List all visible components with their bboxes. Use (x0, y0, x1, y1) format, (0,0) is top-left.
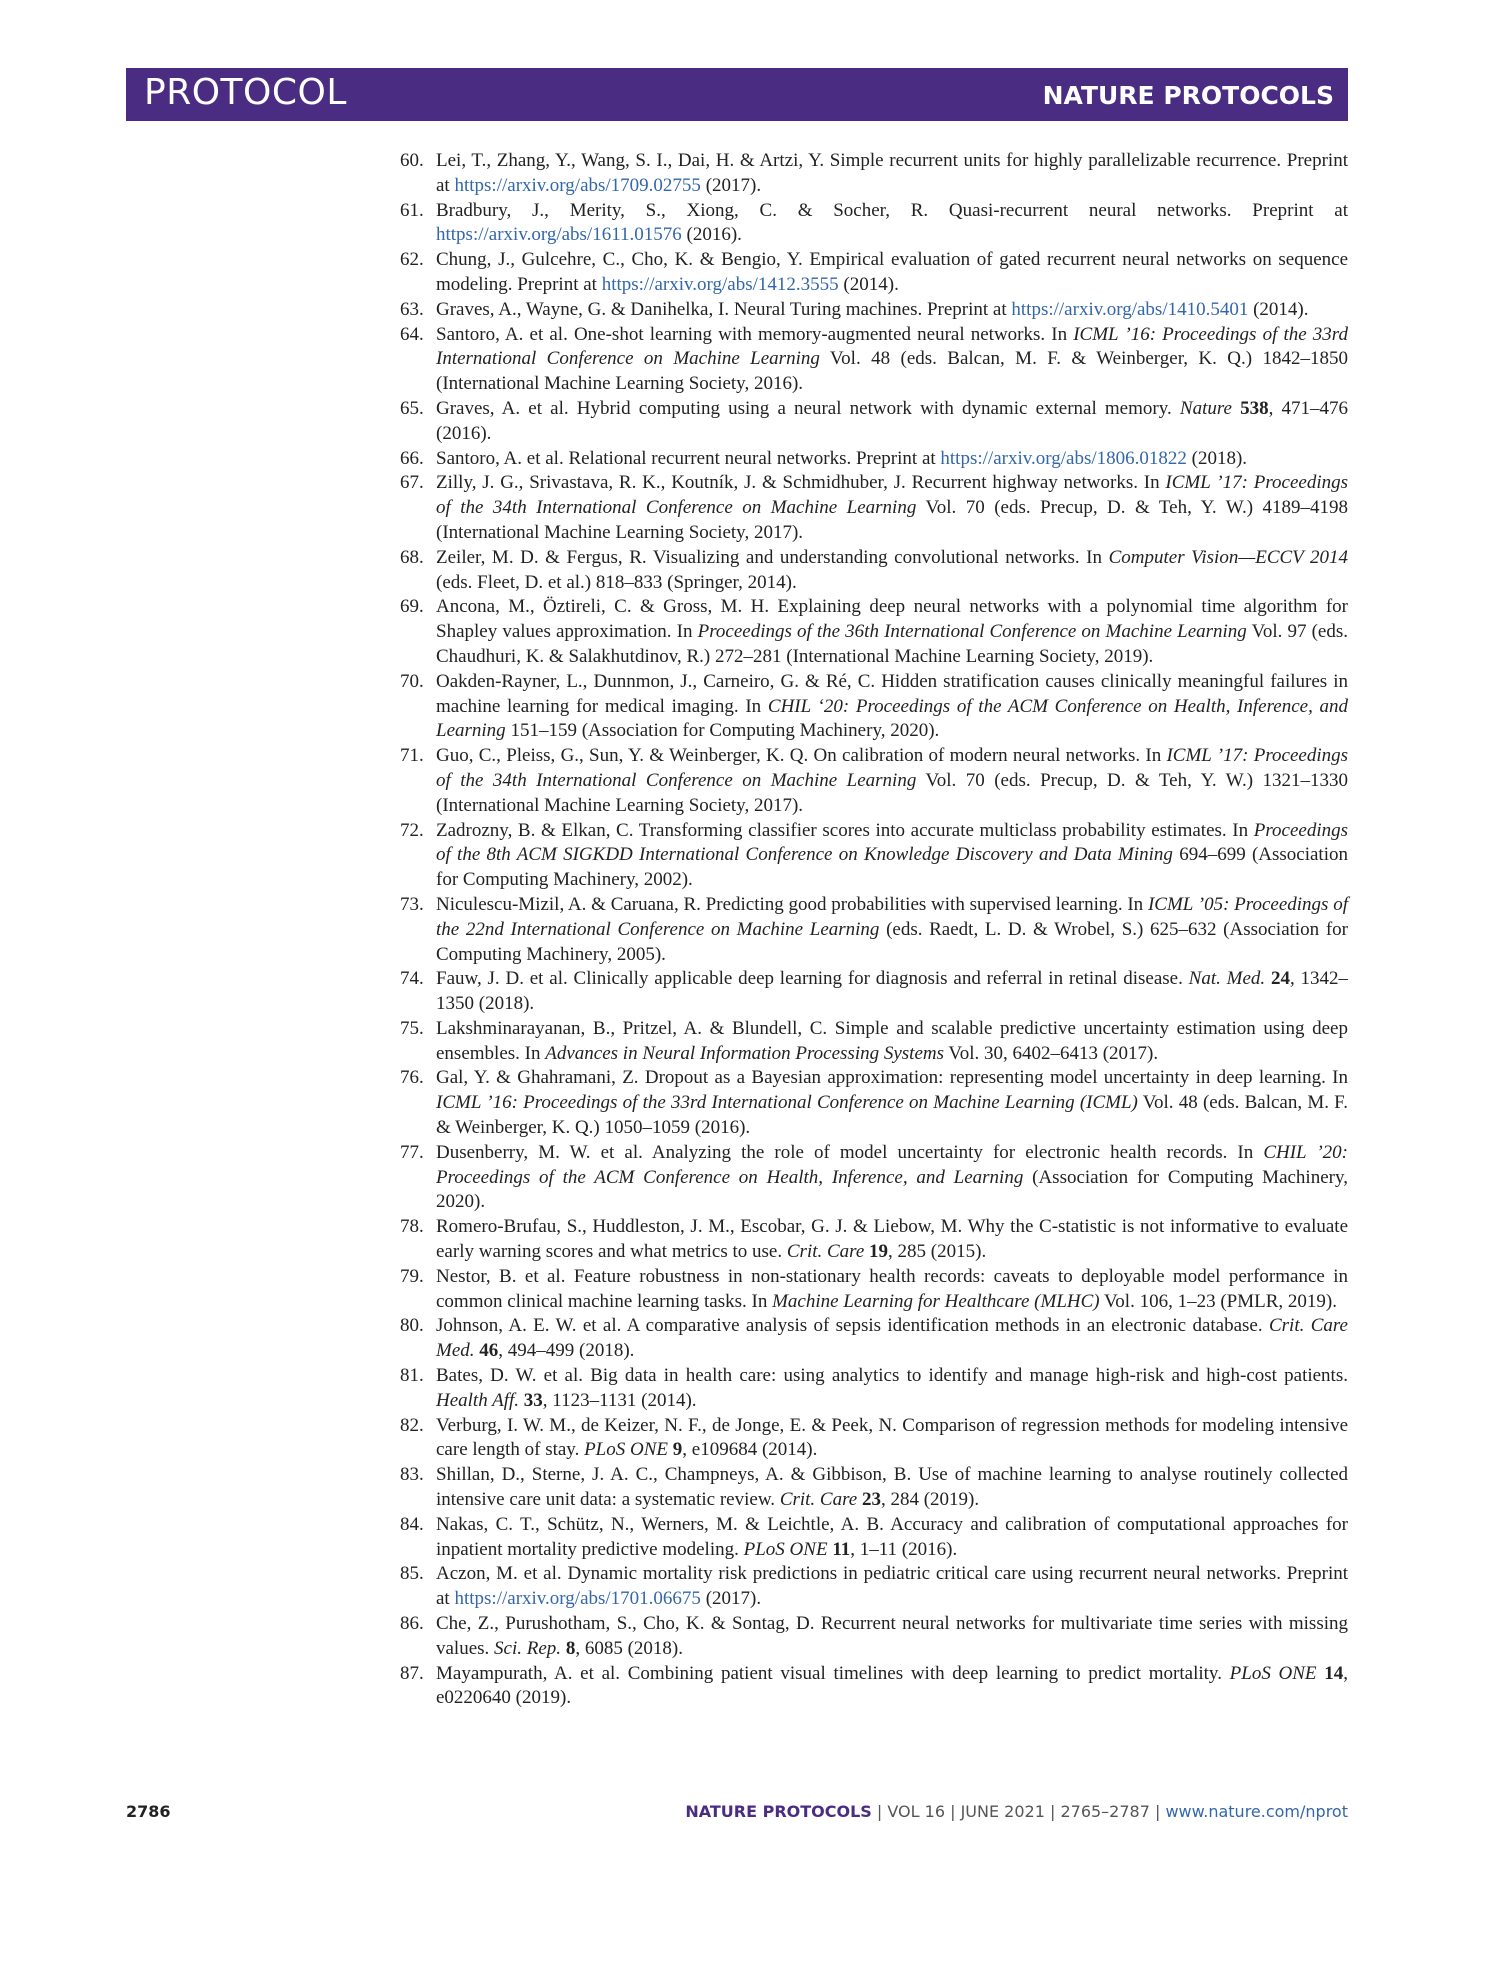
reference-volume: 19 (869, 1241, 889, 1263)
reference-text: Santoro, A. et al. Relational recurrent neural networks. Preprint at (436, 447, 941, 469)
reference-number: 76. (400, 1067, 424, 1089)
reference-source-italic: Computer Vision—ECCV 2014 (1108, 546, 1348, 568)
reference-text: Zadrozny, B. & Elkan, C. Transforming classifier scores into accurate multiclass probability estimates. In (436, 819, 1254, 841)
reference-source-italic: Advances in Neural Information Processing Systems (545, 1042, 945, 1064)
reference-volume: 11 (832, 1538, 851, 1560)
reference-number: 74. (400, 968, 424, 990)
reference-text: , 285 (2015). (888, 1241, 987, 1263)
reference-item (400, 1612, 1348, 1662)
reference-text: , 1342–1350 (2018). (436, 968, 1349, 1015)
reference-number: 73. (400, 893, 424, 915)
reference-text: Romero-Brufau, S., Huddleston, J. M., Escobar, G. J. & Liebow, M. Why the C-statistic is not informative to evaluate early warning scores and what metrics to use. (436, 1216, 1348, 1263)
reference-number: 77. (400, 1141, 424, 1163)
reference-text: Fauw, J. D. et al. Clinically applicable deep learning for diagnosis and referral in retinal disease. (436, 968, 1189, 990)
reference-source-italic: Proceedings of the 36th International Conference on Machine Learning (697, 621, 1247, 643)
reference-number: 72. (400, 819, 424, 841)
reference-text: Vol. 70 (eds. Precup, D. & Teh, Y. W.) 4189–4198 (International Machine Learning Society, 2017). (436, 497, 1349, 543)
reference-item (400, 1364, 1348, 1414)
reference-item (400, 819, 1348, 893)
reference-number: 81. (400, 1365, 424, 1387)
reference-item (400, 471, 1348, 545)
footer-citation: NATURE PROTOCOLS | VOL 16 | JUNE 2021 | 2765–2787 | www.nature.com/nprot (685, 1802, 1348, 1821)
reference-item (400, 893, 1348, 967)
reference-item (400, 397, 1348, 447)
reference-link[interactable]: https://arxiv.org/abs/1709.02755 (454, 174, 701, 196)
reference-text: , 284 (2019). (880, 1489, 980, 1511)
reference-number: 78. (400, 1216, 424, 1238)
reference-source-italic: Machine Learning for Healthcare (MLHC) (772, 1290, 1100, 1312)
reference-number: 75. (400, 1017, 424, 1039)
reference-item (400, 1662, 1348, 1712)
reference-source-italic: Nat. Med. (1188, 968, 1266, 990)
reference-volume: 8 (565, 1637, 576, 1659)
reference-text: (eds. Raedt, L. D. & Wrobel, S.) 625–632 (Association for Computing Machinery, 2005). (436, 918, 1348, 965)
reference-number: 85. (400, 1563, 424, 1585)
reference-source-italic: Proceedings of the 8th ACM SIGKDD International Conference on Knowledge Discovery and Data Mining (436, 819, 1348, 866)
footer-pages: 2765–2787 (1060, 1802, 1150, 1821)
reference-source-italic: Nature (1179, 397, 1232, 419)
reference-link[interactable]: https://arxiv.org/abs/1806.01822 (940, 447, 1187, 469)
reference-number: 87. (400, 1662, 424, 1684)
reference-text: , 1123–1131 (2014). (542, 1389, 697, 1411)
reference-number: 61. (400, 199, 424, 221)
reference-text: Zeiler, M. D. & Fergus, R. Visualizing and understanding convolutional networks. In (436, 546, 1109, 568)
reference-text: , 494–499 (2018). (498, 1340, 635, 1362)
reference-item (400, 149, 1348, 199)
reference-text: Nakas, C. T., Schütz, N., Werners, M. & Leichtle, A. B. Accuracy and calibration of computational approaches for inpatient mortality predictive modeling. (436, 1513, 1348, 1560)
reference-text: Oakden-Rayner, L., Dunnmon, J., Carneiro, G. & Ré, C. Hidden stratification causes clinically meaningful failures in machine learning for medical imaging. In (436, 670, 1348, 717)
reference-volume: 538 (1240, 397, 1269, 419)
reference-volume: 14 (1324, 1662, 1344, 1684)
reference-item (400, 298, 1348, 323)
reference-item (400, 1066, 1348, 1140)
reference-list (400, 149, 1348, 1711)
reference-text: Vol. 106, 1–23 (PMLR, 2019). (1099, 1290, 1337, 1312)
reference-text: Che, Z., Purushotham, S., Cho, K. & Sontag, D. Recurrent neural networks for multivariate time series with missing values. (436, 1613, 1348, 1659)
reference-item (400, 670, 1348, 744)
reference-volume: 9 (672, 1439, 683, 1461)
reference-number: 68. (400, 546, 424, 568)
reference-text: Vol. 30, 6402–6413 (2017). (944, 1042, 1159, 1064)
reference-number: 66. (400, 447, 424, 469)
reference-source-italic: ICML ’05: Proceedings of the 22nd International Conference on Machine Learning (436, 893, 1348, 940)
reference-item (400, 744, 1348, 818)
reference-text: , 6085 (2018). (575, 1637, 683, 1659)
reference-source-italic: PLoS ONE (1229, 1662, 1317, 1684)
reference-volume: 24 (1270, 968, 1290, 990)
reference-text: (2014). (838, 273, 899, 295)
reference-item (400, 447, 1348, 472)
reference-item (400, 199, 1348, 249)
footer-journal: NATURE PROTOCOLS (685, 1802, 872, 1821)
reference-text: Ancona, M., Öztireli, C. & Gross, M. H. Explaining deep neural networks with a polynomial time algorithm for Shapley values approximation. In (436, 596, 1348, 643)
reference-number: 64. (400, 323, 424, 345)
reference-item (400, 248, 1348, 298)
reference-link[interactable]: https://arxiv.org/abs/1412.3555 (601, 273, 839, 295)
reference-text: Vol. 97 (eds. Chaudhuri, K. & Salakhutdinov, R.) 272–281 (International Machine Learning Society, 2019). (436, 621, 1349, 667)
reference-item (400, 1513, 1348, 1563)
reference-number: 80. (400, 1315, 424, 1337)
reference-item (400, 967, 1348, 1017)
reference-text: Graves, A., Wayne, G. & Danihelka, I. Neural Turing machines. Preprint at (436, 298, 1012, 320)
reference-item (400, 1314, 1348, 1364)
reference-number: 65. (400, 397, 424, 419)
reference-text: , 1–11 (2016). (850, 1538, 958, 1560)
reference-source-italic: Sci. Rep. (494, 1637, 562, 1659)
reference-source-italic: Crit. Care (779, 1489, 858, 1511)
reference-item (400, 1017, 1348, 1067)
reference-source-italic: ICML ’16: Proceedings of the 33rd International Conference on Machine Learning (436, 323, 1348, 370)
reference-text (1232, 398, 1240, 419)
reference-text: Niculescu-Mizil, A. & Caruana, R. Predicting good probabilities with supervised learning. In (436, 893, 1148, 915)
page-header-bar (126, 68, 1348, 121)
reference-item (400, 1265, 1348, 1315)
reference-item (400, 1141, 1348, 1215)
reference-text: (2017). (700, 1588, 762, 1610)
reference-text: (2018). (1186, 447, 1248, 469)
reference-text: (2014). (1248, 298, 1309, 320)
reference-number: 60. (400, 150, 424, 171)
reference-item (400, 1215, 1348, 1265)
reference-source-italic: CHIL ‘20: Proceedings of the ACM Conference on Health, Inference, and Learning (436, 695, 1349, 742)
reference-number: 86. (400, 1613, 424, 1635)
reference-number: 71. (400, 745, 424, 767)
reference-text: Guo, C., Pleiss, G., Sun, Y. & Weinberger, K. Q. On calibration of modern neural networks. In (436, 745, 1167, 767)
reference-link[interactable]: https://arxiv.org/abs/1410.5401 (1011, 298, 1249, 320)
reference-text: , 471–476 (2016). (436, 397, 1349, 444)
reference-text: Dusenberry, M. W. et al. Analyzing the role of model uncertainty for electronic health records. In (436, 1141, 1264, 1163)
reference-number: 62. (400, 249, 424, 271)
reference-text: Vol. 48 (eds. Balcan, M. F. & Weinberger, K. Q.) 1842–1850 (International Machine Learning Society, 2016). (436, 348, 1348, 395)
reference-item (400, 546, 1348, 596)
reference-text: Verburg, I. W. M., de Keizer, N. F., de Jonge, E. & Peek, N. Comparison of regression methods for modeling intensive care length of stay. (436, 1414, 1348, 1461)
reference-text: Johnson, A. E. W. et al. A comparative analysis of sepsis identification methods in an electronic database. (436, 1315, 1269, 1337)
reference-text: Shillan, D., Sterne, J. A. C., Champneys, A. & Gibbison, B. Use of machine learning to analyse routinely collected intensive care unit data: a systematic review. (436, 1464, 1348, 1511)
reference-text: Lakshminarayanan, B., Pritzel, A. & Blundell, C. Simple and scalable predictive uncertainty estimation using deep ensembles. In (436, 1017, 1348, 1064)
reference-source-italic: ICML ’16: Proceedings of the 33rd International Conference on Machine Learning (ICML) (436, 1092, 1138, 1114)
footer-volume: VOL 16 (887, 1802, 946, 1821)
page-footer (126, 1802, 1348, 1826)
footer-date: JUNE 2021 (960, 1802, 1045, 1821)
reference-number: 67. (400, 472, 424, 494)
reference-number: 83. (400, 1464, 424, 1486)
reference-volume: 46 (479, 1340, 499, 1362)
reference-item (400, 1414, 1348, 1464)
reference-item (400, 1463, 1348, 1513)
section-label: PROTOCOL (144, 72, 347, 113)
reference-text: , e109684 (2014). (682, 1439, 818, 1461)
footer-url-link[interactable]: www.nature.com/nprot (1165, 1802, 1348, 1821)
reference-item (400, 595, 1348, 669)
reference-text: Bradbury, J., Merity, S., Xiong, C. & Socher, R. Quasi-recurrent neural networks. Preprint at (436, 199, 1348, 221)
reference-link[interactable]: https://arxiv.org/abs/1701.06675 (454, 1588, 701, 1610)
reference-source-italic: PLoS ONE (743, 1538, 828, 1560)
reference-source-italic: CHIL ’20: Proceedings of the ACM Conference on Health, Inference, and Learning (436, 1141, 1348, 1188)
reference-source-italic: Health Aff. (436, 1389, 520, 1411)
reference-text: Nestor, B. et al. Feature robustness in non-stationary health records: caveats to deployable model performance in common clinical machine learning tasks. In (436, 1265, 1348, 1312)
reference-number: 82. (400, 1414, 424, 1436)
reference-text: Aczon, M. et al. Dynamic mortality risk predictions in pediatric critical care using recurrent neural networks. Preprint at (436, 1563, 1348, 1610)
reference-text: Gal, Y. & Ghahramani, Z. Dropout as a Bayesian approximation: representing model uncertainty in deep learning. In (436, 1067, 1348, 1089)
reference-text: Vol. 70 (eds. Precup, D. & Teh, Y. W.) 1321–1330 (International Machine Learning Society, 2017). (436, 769, 1349, 816)
reference-source-italic: PLoS ONE (584, 1439, 669, 1461)
reference-text: Lei, T., Zhang, Y., Wang, S. I., Dai, H. & Artzi, Y. Simple recurrent units for highly parallelizable recurrence. Preprint at (436, 150, 1348, 196)
reference-source-italic: ICML ’17: Proceedings of the 34th International Conference on Machine Learning (436, 745, 1348, 791)
reference-number: 69. (400, 596, 424, 618)
reference-number: 63. (400, 298, 424, 320)
reference-text: (eds. Fleet, D. et al.) 818–833 (Springer, 2014). (436, 571, 797, 593)
reference-text: Bates, D. W. et al. Big data in health care: using analytics to identify and manage high-risk and high-cost patients. (436, 1365, 1348, 1387)
page-number: 2786 (126, 1802, 171, 1821)
reference-text: 694–699 (Association for Computing Machinery, 2002). (436, 844, 1348, 891)
reference-text: 151–159 (Association for Computing Machinery, 2020). (505, 720, 940, 742)
reference-text: Zilly, J. G., Srivastava, R. K., Koutník, J. & Schmidhuber, J. Recurrent highway networks. In (436, 472, 1166, 494)
reference-source-italic: Crit. Care (786, 1241, 865, 1263)
journal-name-header: NATURE PROTOCOLS (1042, 81, 1334, 110)
reference-text: Vol. 48 (eds. Balcan, M. F. & Weinberger, K. Q.) 1050–1059 (2016). (436, 1092, 1348, 1139)
reference-text: (2017). (700, 174, 762, 196)
reference-text: (Association for Computing Machinery, 2020). (436, 1166, 1348, 1213)
reference-link[interactable]: https://arxiv.org/abs/1611.01576 (436, 224, 682, 246)
reference-item (400, 1562, 1348, 1612)
reference-text: , e0220640 (2019). (436, 1662, 1349, 1709)
reference-number: 84. (400, 1513, 424, 1535)
reference-number: 70. (400, 670, 424, 692)
reference-text: Graves, A. et al. Hybrid computing using a neural network with dynamic external memory. (436, 397, 1180, 419)
reference-volume: 33 (523, 1389, 543, 1411)
reference-source-italic: Crit. Care Med. (436, 1315, 1348, 1362)
reference-source-italic: ICML ’17: Proceedings of the 34th International Conference on Machine Learning (436, 472, 1348, 519)
reference-text: Chung, J., Gulcehre, C., Cho, K. & Bengio, Y. Empirical evaluation of gated recurrent neural networks on sequence modeling. Preprint at (436, 249, 1348, 295)
reference-volume: 23 (861, 1489, 881, 1511)
reference-item (400, 323, 1348, 397)
reference-text: Santoro, A. et al. One-shot learning with memory-augmented neural networks. In (436, 323, 1074, 345)
reference-text: Mayampurath, A. et al. Combining patient visual timelines with deep learning to predict mortality. (436, 1662, 1230, 1684)
reference-text: (2016). (681, 224, 742, 246)
reference-number: 79. (400, 1265, 424, 1287)
